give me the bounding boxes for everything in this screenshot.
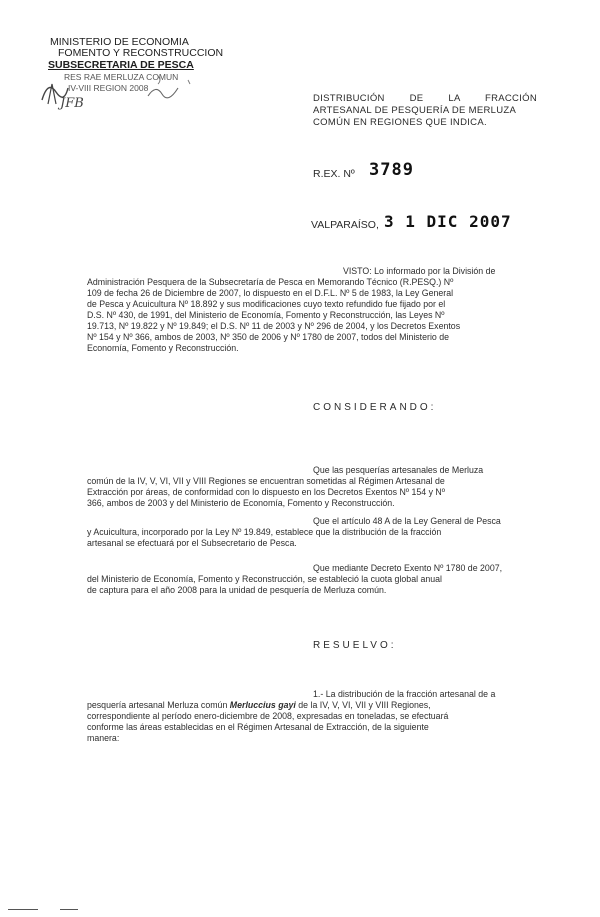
resuelvo-heading: RESUELVO: bbox=[313, 640, 397, 651]
visto-line: Administración Pesquera de la Subsecretaría de Pesca en Memorando Técnico (R.PESQ.) Nº bbox=[87, 277, 454, 287]
considerando-line: y Acuicultura, incorporado por la Ley Nº 19.849, establece que la distribución de la fracción bbox=[87, 527, 442, 537]
visto-line: VISTO: Lo informado por la División de bbox=[343, 266, 496, 276]
resuelvo-line: manera: bbox=[87, 733, 120, 743]
resuelvo-text: pesquería artesanal Merluza común bbox=[87, 700, 230, 710]
species-name: Merluccius gayi bbox=[229, 700, 296, 710]
subject-line-2: ARTESANAL DE PESQUERÍA DE MERLUZA bbox=[313, 105, 517, 116]
considerando-line: Que mediante Decreto Exento Nº 1780 de 2007, bbox=[313, 563, 503, 573]
visto-line: de Pesca y Acuicultura Nº 18.892 y sus modificaciones cuyo texto refundido fue fijado por el bbox=[87, 299, 446, 309]
considerando-line: Que el artículo 48 A de la Ley General de Pesca bbox=[313, 516, 501, 526]
resuelvo-line: 1.- La distribución de la fracción artesanal de a bbox=[313, 689, 496, 699]
considerando-line: Extracción por áreas, de conformidad con lo dispuesto en los Decretos Exentos Nº 154 y Nº bbox=[87, 487, 445, 497]
considerando-paragraph-1 bbox=[87, 465, 547, 509]
date-place: VALPARAÍSO, bbox=[311, 219, 379, 231]
file-reference: RES RAE MERLUZA COMUN bbox=[64, 72, 179, 82]
resuelvo-text: de la IV, V, VI, VII y VIII Regiones, bbox=[295, 700, 431, 710]
handwritten-initials: JFB bbox=[60, 96, 84, 111]
resolution-label: R.EX. Nº bbox=[313, 168, 355, 180]
considerando-paragraph-3 bbox=[87, 563, 547, 596]
considerando-line: artesanal se efectuará por el Subsecretario de Pesca. bbox=[87, 538, 297, 548]
resuelvo-line bbox=[87, 700, 547, 711]
visto-paragraph bbox=[87, 266, 547, 354]
visto-line: Economía, Fomento y Reconstrucción. bbox=[87, 343, 239, 353]
visto-line: 109 de fecha 26 de Diciembre de 2007, lo dispuesto en el D.F.L. Nº 5 de 1983, la Ley General bbox=[87, 288, 454, 298]
ministry-name: MINISTERIO DE ECONOMIA bbox=[50, 36, 189, 48]
subject-line-1: DISTRIBUCIÓN DE LA FRACCIÓN bbox=[313, 93, 538, 104]
considerando-line: de captura para el año 2008 para la unidad de pesquería de Merluza común. bbox=[87, 585, 387, 595]
subject-line-3: COMÚN EN REGIONES QUE INDICA. bbox=[313, 117, 487, 128]
considerando-line: 366, ambos de 2003 y del Ministerio de Economía, Fomento y Reconstrucción. bbox=[87, 498, 395, 508]
resuelvo-line: correspondiente al período enero-diciembre de 2008, expresadas en toneladas, se efectuará bbox=[87, 711, 449, 721]
signature-scribble-icon bbox=[38, 70, 198, 116]
visto-line: D.S. Nº 430, de 1991, del Ministerio de Economía, Fomento y Reconstrucción, las Leyes Nº bbox=[87, 310, 445, 320]
considerando-line: del Ministerio de Economía, Fomento y Reconstrucción, se estableció la cuota global anual bbox=[87, 574, 443, 584]
footer-mark-right bbox=[60, 909, 78, 910]
ministry-subtitle: FOMENTO Y RECONSTRUCCION bbox=[58, 47, 224, 59]
visto-line: Nº 154 y Nº 366, ambos de 2003, Nº 350 de 2006 y Nº 1780 de 2007, todos del Ministerio de bbox=[87, 332, 450, 342]
considerando-line: Que las pesquerías artesanales de Merluza bbox=[313, 465, 484, 475]
resuelvo-line: conforme las áreas establecidas en el Régimen Artesanal de Extracción, de la siguiente bbox=[87, 722, 429, 732]
resolution-number: 3789 bbox=[369, 160, 414, 180]
region-reference: IV-VIII REGION 2008 bbox=[68, 83, 149, 93]
considerando-line: común de la IV, V, VI, VII y VIII Regiones se encuentran sometidas al Régimen Artesanal de bbox=[87, 476, 445, 486]
date-stamp: 3 1 DIC 2007 bbox=[384, 212, 512, 231]
subsecretaria-name: SUBSECRETARIA DE PESCA bbox=[48, 59, 194, 71]
considerando-paragraph-2 bbox=[87, 516, 547, 549]
resuelvo-paragraph-1 bbox=[87, 689, 547, 744]
visto-line: 19.713, Nº 19.822 y Nº 19.849; el D.S. Nº 11 de 2003 y Nº 296 de 2004, y los Decretos Exentos bbox=[87, 321, 461, 331]
footer-mark-left bbox=[8, 909, 38, 910]
considerando-heading: CONSIDERANDO: bbox=[313, 402, 437, 413]
